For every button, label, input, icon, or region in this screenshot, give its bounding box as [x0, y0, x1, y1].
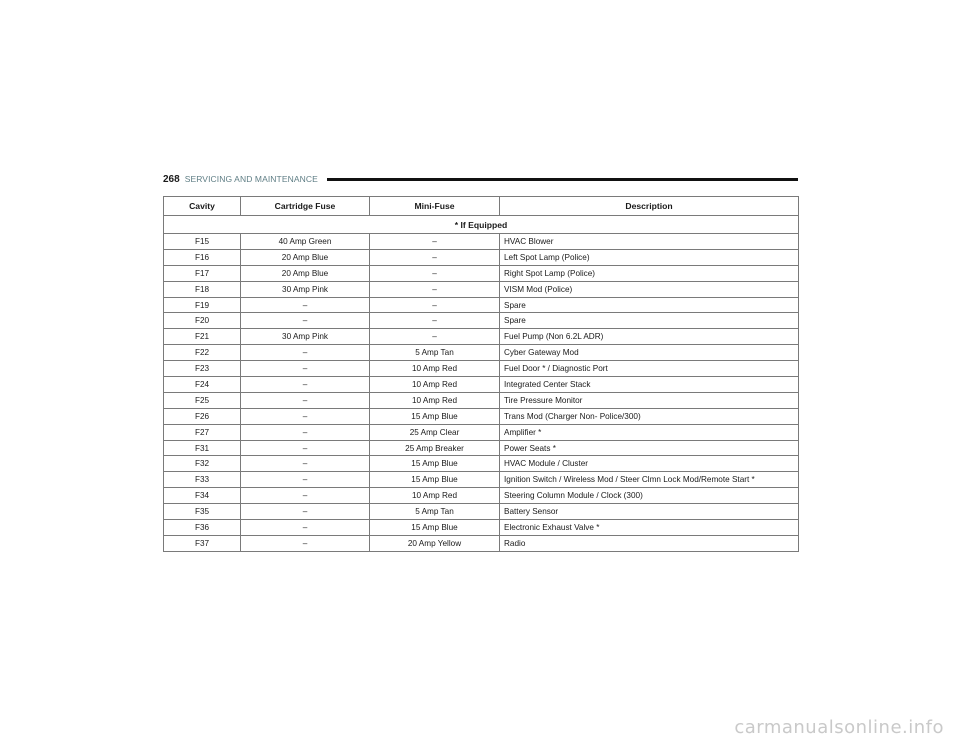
description-cell: Steering Column Module / Clock (300) — [500, 488, 799, 504]
mini-fuse-cell: 5 Amp Tan — [370, 504, 500, 520]
description-cell: Radio — [500, 535, 799, 551]
table-row — [164, 345, 799, 361]
table-row — [164, 249, 799, 265]
header-rule — [327, 178, 798, 181]
table-header-row — [164, 197, 799, 216]
mini-fuse-cell: 5 Amp Tan — [370, 345, 500, 361]
mini-fuse-cell: 10 Amp Red — [370, 377, 500, 393]
cavity-cell: F21 — [164, 329, 241, 345]
table-row — [164, 377, 799, 393]
cartridge-fuse-cell: – — [241, 488, 370, 504]
description-cell: Cyber Gateway Mod — [500, 345, 799, 361]
mini-fuse-cell: – — [370, 297, 500, 313]
mini-fuse-cell: – — [370, 329, 500, 345]
description-cell: VISM Mod (Police) — [500, 281, 799, 297]
table-row — [164, 265, 799, 281]
mini-fuse-cell: 25 Amp Clear — [370, 424, 500, 440]
page-number: 268 — [163, 173, 180, 185]
mini-fuse-cell: 10 Amp Red — [370, 392, 500, 408]
if-equipped-note: * If Equipped — [164, 216, 799, 234]
mini-fuse-cell: 20 Amp Yellow — [370, 535, 500, 551]
cavity-cell: F25 — [164, 392, 241, 408]
column-header-description: Description — [500, 197, 799, 216]
cartridge-fuse-cell: – — [241, 297, 370, 313]
section-title: SERVICING AND MAINTENANCE — [184, 174, 318, 184]
description-cell: Integrated Center Stack — [500, 377, 799, 393]
mini-fuse-cell: – — [370, 265, 500, 281]
cavity-cell: F20 — [164, 313, 241, 329]
cartridge-fuse-cell: 20 Amp Blue — [241, 265, 370, 281]
cartridge-fuse-cell: 40 Amp Green — [241, 234, 370, 250]
table-row — [164, 488, 799, 504]
table-row — [164, 535, 799, 551]
cartridge-fuse-cell: – — [241, 456, 370, 472]
table-row — [164, 456, 799, 472]
cavity-cell: F35 — [164, 504, 241, 520]
cavity-cell: F34 — [164, 488, 241, 504]
table-row — [164, 408, 799, 424]
cavity-cell: F15 — [164, 234, 241, 250]
cartridge-fuse-cell: – — [241, 345, 370, 361]
mini-fuse-cell: – — [370, 249, 500, 265]
description-cell: Fuel Door * / Diagnostic Port — [500, 361, 799, 377]
cartridge-fuse-cell: – — [241, 472, 370, 488]
description-cell: Tire Pressure Monitor — [500, 392, 799, 408]
mini-fuse-cell: 15 Amp Blue — [370, 456, 500, 472]
cavity-cell: F27 — [164, 424, 241, 440]
table-row — [164, 361, 799, 377]
cartridge-fuse-cell: 30 Amp Pink — [241, 281, 370, 297]
table-row — [164, 297, 799, 313]
watermark: carmanualsonline.info — [734, 717, 944, 738]
fuse-table — [163, 196, 799, 552]
mini-fuse-cell: 15 Amp Blue — [370, 520, 500, 536]
table-row — [164, 281, 799, 297]
cartridge-fuse-cell: – — [241, 424, 370, 440]
mini-fuse-cell: – — [370, 313, 500, 329]
description-cell: Left Spot Lamp (Police) — [500, 249, 799, 265]
cavity-cell: F19 — [164, 297, 241, 313]
mini-fuse-cell: 10 Amp Red — [370, 488, 500, 504]
cavity-cell: F36 — [164, 520, 241, 536]
cartridge-fuse-cell: – — [241, 408, 370, 424]
description-cell: Amplifier * — [500, 424, 799, 440]
mini-fuse-cell: 25 Amp Breaker — [370, 440, 500, 456]
description-cell: Ignition Switch / Wireless Mod / Steer Clmn Lock Mod/Remote Start * — [500, 472, 799, 488]
cartridge-fuse-cell: – — [241, 313, 370, 329]
table-row — [164, 329, 799, 345]
table-row — [164, 424, 799, 440]
mini-fuse-cell: – — [370, 281, 500, 297]
cavity-cell: F26 — [164, 408, 241, 424]
description-cell: HVAC Blower — [500, 234, 799, 250]
mini-fuse-cell: 10 Amp Red — [370, 361, 500, 377]
cartridge-fuse-cell: – — [241, 440, 370, 456]
cartridge-fuse-cell: – — [241, 361, 370, 377]
cavity-cell: F23 — [164, 361, 241, 377]
cavity-cell: F17 — [164, 265, 241, 281]
cavity-cell: F18 — [164, 281, 241, 297]
description-cell: Power Seats * — [500, 440, 799, 456]
cavity-cell: F22 — [164, 345, 241, 361]
mini-fuse-cell: – — [370, 234, 500, 250]
cavity-cell: F24 — [164, 377, 241, 393]
description-cell: Fuel Pump (Non 6.2L ADR) — [500, 329, 799, 345]
cartridge-fuse-cell: – — [241, 504, 370, 520]
table-row — [164, 504, 799, 520]
cartridge-fuse-cell: – — [241, 535, 370, 551]
description-cell: HVAC Module / Cluster — [500, 456, 799, 472]
cartridge-fuse-cell: – — [241, 377, 370, 393]
description-cell: Trans Mod (Charger Non- Police/300) — [500, 408, 799, 424]
cavity-cell: F37 — [164, 535, 241, 551]
cavity-cell: F16 — [164, 249, 241, 265]
cartridge-fuse-cell: 30 Amp Pink — [241, 329, 370, 345]
table-row — [164, 520, 799, 536]
cartridge-fuse-cell: 20 Amp Blue — [241, 249, 370, 265]
table-row — [164, 440, 799, 456]
if-equipped-note-row — [164, 216, 799, 234]
table-row — [164, 313, 799, 329]
description-cell: Spare — [500, 297, 799, 313]
column-header-mini-fuse: Mini-Fuse — [370, 197, 500, 216]
cavity-cell: F32 — [164, 456, 241, 472]
description-cell: Right Spot Lamp (Police) — [500, 265, 799, 281]
column-header-cartridge-fuse: Cartridge Fuse — [241, 197, 370, 216]
table-row — [164, 472, 799, 488]
cartridge-fuse-cell: – — [241, 392, 370, 408]
table-row — [164, 234, 799, 250]
cavity-cell: F31 — [164, 440, 241, 456]
cartridge-fuse-cell: – — [241, 520, 370, 536]
mini-fuse-cell: 15 Amp Blue — [370, 472, 500, 488]
page-header — [163, 172, 798, 186]
description-cell: Spare — [500, 313, 799, 329]
table-row — [164, 392, 799, 408]
description-cell: Battery Sensor — [500, 504, 799, 520]
mini-fuse-cell: 15 Amp Blue — [370, 408, 500, 424]
description-cell: Electronic Exhaust Valve * — [500, 520, 799, 536]
cavity-cell: F33 — [164, 472, 241, 488]
column-header-cavity: Cavity — [164, 197, 241, 216]
